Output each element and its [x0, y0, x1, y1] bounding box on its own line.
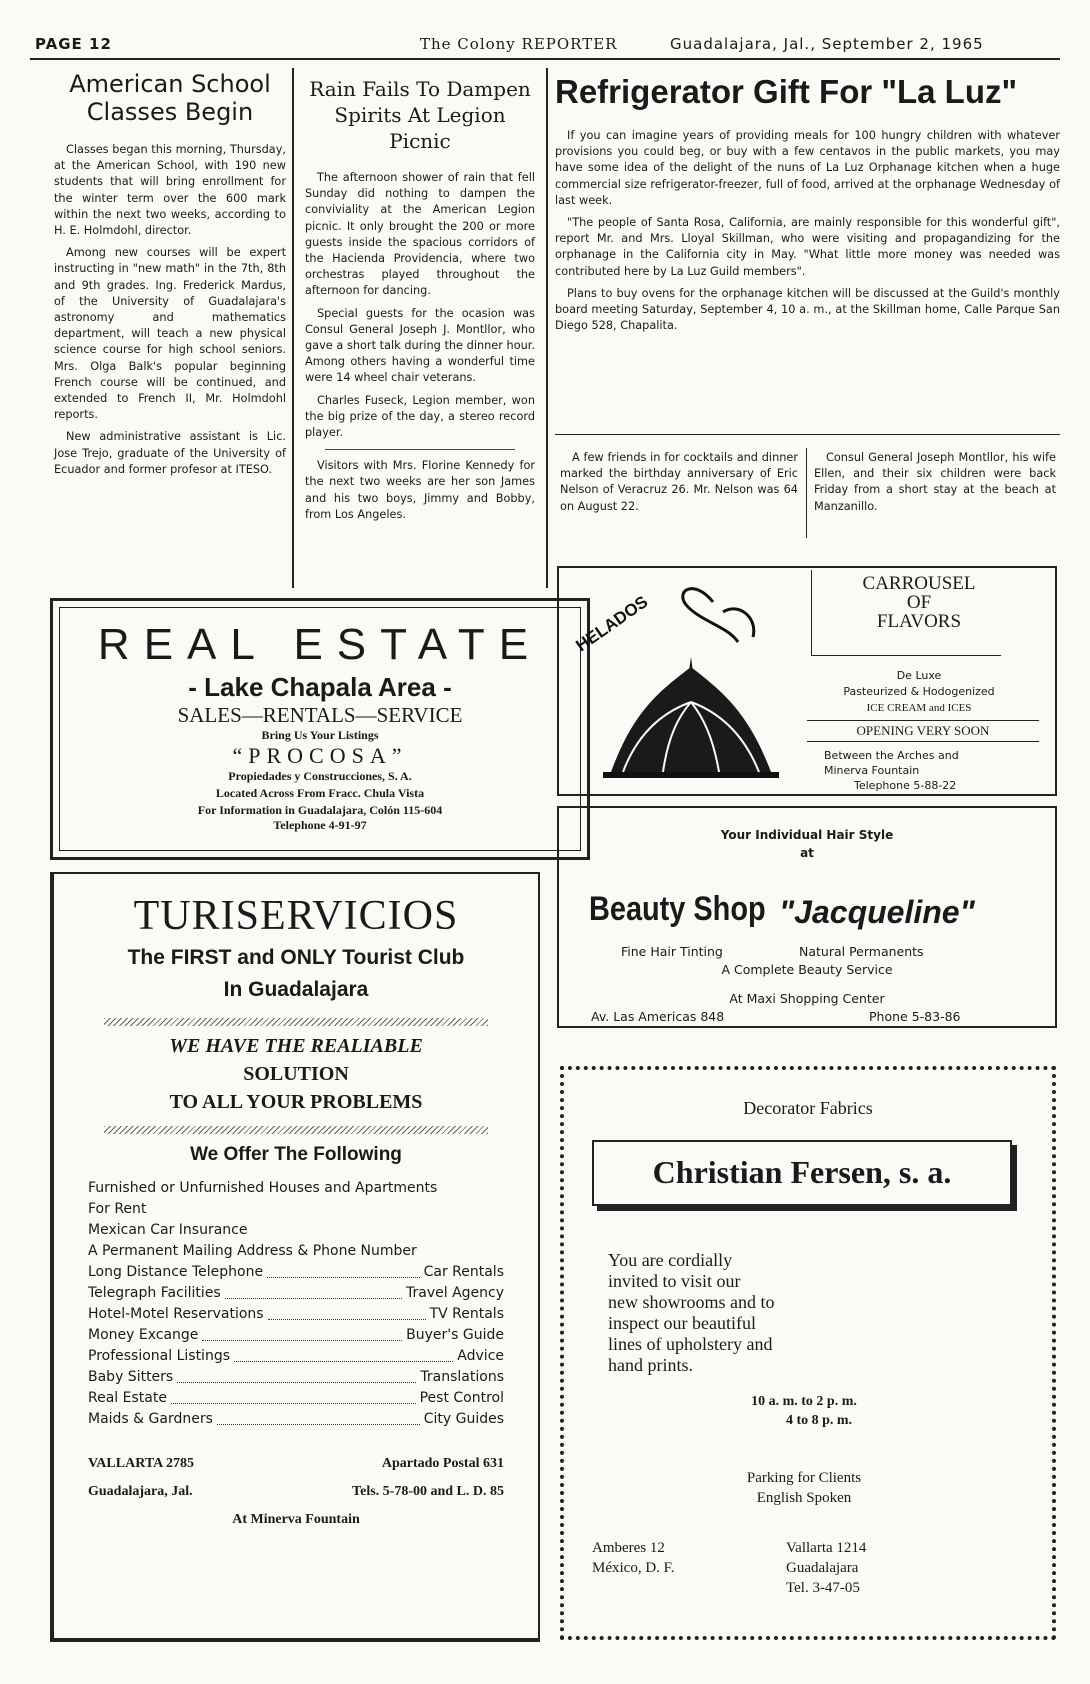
- ad-area: - Lake Chapala Area -: [188, 672, 452, 702]
- beauty-address: Av. Las Americas 848: [591, 1009, 725, 1024]
- article-body: Classes began this morning, Thursday, at the American School, with 190 new students that will bring enrollment for the winter term over the 600 mark within the next two weeks, according to H. E. Holmdohl, director. Among new courses will be expert instructing in "new math" in the 7th, 8th and 9th grades. Ing. Frederick Mardus, of the University of Guadalajara's astronomy and mathematics department, will teach a new physical science course for high school seniors. Mrs. Olga Balk's popular beginning French course will be continued, and extended to French II, Mr. Holmdohl reports. New administrative assistant is Lic. Jose Trejo, graduate of the University of Ecuador and former profesor at ITESO.: [54, 143, 286, 476]
- service-row: Maids & Gardners City Guides: [88, 1411, 504, 1427]
- beauty-service: A Complete Beauty Service: [721, 962, 893, 977]
- ad-title: REAL ESTATE: [97, 620, 543, 669]
- service-row: Money Excange Buyer's Guide: [88, 1327, 504, 1343]
- fersen-parking: Parking for Clients English Spoken: [746, 1470, 862, 1506]
- turis-slogan: WE HAVE THE REALIABLE SOLUTION TO ALL YOUR PROBLEMS: [169, 1035, 423, 1113]
- ad-info: For Information in Guadalajara, Colón 115-604: [197, 803, 443, 817]
- service-row: Real Estate Pest Control: [88, 1390, 504, 1406]
- beauty-name: Beauty Shop: [589, 890, 766, 928]
- article-legion-picnic: [305, 76, 535, 529]
- turis-sub: The FIRST and ONLY Tourist Club: [127, 946, 465, 969]
- dateline: Guadalajara, Jal., September 2, 1965: [670, 35, 984, 53]
- article-body: The afternoon shower of rain that fell Sunday did nothing to dampen the conviviality at the American Legion picnic. It only brought the 200 or more guests inside the spacious corridors of the Hacienda Providencia, where two orchestras played throughout the afternoon for dancing. Special guests for the ocasion was Consul General Joseph J. Montllor, who gave a short talk during the dinner hour. Among others having a wonderful time were 14 wheel chair veterans. Charles Fuseck, Legion member, won the big prize of the day, a stereo record player.: [305, 171, 535, 440]
- turis-sub: In Guadalajara: [223, 978, 369, 1001]
- turis-services: Furnished or Unfurnished Houses and Apartments For Rent Mexican Car Insurance A Permanent Mailing Address & Phone Number Long Distance Telephone Car Rentals Telegraph Facilities Travel Agency Hotel-Motel Reservations TV Rentals Money Excange Buyer's Guide Professional Listings Advice Baby Sitters Translations Real Estate Pest Control Maids & Gardners City Guides: [88, 1178, 504, 1430]
- column-rule: [806, 448, 807, 538]
- ad-company-sub: Propiedades y Construcciones, S. A.: [228, 769, 412, 783]
- header-rule: [30, 58, 1060, 60]
- headline: Refrigerator Gift For "La Luz": [555, 73, 1018, 110]
- beauty-service: Natural Permanents: [799, 944, 924, 959]
- carrousel-title: CARROUSEL OF FLAVORS: [862, 573, 976, 632]
- service-row: Telegraph Facilities Travel Agency: [88, 1285, 504, 1301]
- visitors-note: Visitors with Mrs. Florine Kennedy for the next two weeks are her son James and his two boys, Jimmy and Bobby, from Los Angeles.: [305, 459, 535, 521]
- divider: [555, 434, 1060, 435]
- service-row: Baby Sitters Translations: [88, 1369, 504, 1385]
- headline: American School Classes Begin: [69, 70, 271, 126]
- opening-soon: OPENING VERY SOON: [807, 720, 1039, 742]
- column-rule: [546, 68, 548, 588]
- jacqueline-name: "Jacqueline": [779, 894, 975, 930]
- article-consul: Consul General Joseph Montllor, his wife Ellen, and their six children were back Friday from a short stay at the beach at Manzanillo.: [814, 451, 1056, 513]
- beauty-location: At Maxi Shopping Center: [729, 991, 885, 1006]
- turis-offer: We Offer The Following: [190, 1144, 402, 1165]
- fersen-invite: You are cordially invited to visit our new showrooms and to inspect our beautiful lines of upholstery and hand prints.: [608, 1250, 775, 1375]
- turis-contact: Guadalajara, Jal. Tels. 5-78-00 and L. D. 85: [88, 1484, 504, 1499]
- beauty-phone: Phone 5-83-86: [869, 1009, 961, 1024]
- ice-cream-carousel-icon: [563, 572, 793, 792]
- fersen-label: Decorator Fabrics: [743, 1098, 873, 1118]
- article-body: If you can imagine years of providing meals for 100 hungry children with whatever provisions you could beg, or buy with a few centavos in the public markets, you may have some idea of the delight of the nuns of La Luz Orphanage kitchen when a huge commercial size refrigerator-freezer, full of food, arrived at the orphanage Wednesday of last week. "The people of Santa Rosa, California, are mainly responsible for this wonderful gift", report Mr. and Mrs. Lloyal Skillman, who were visiting and propagandizing for the orphanage in the California city in May. "What little more money was needed was contributed here by La Luz Guild members". Plans to buy ovens for the orphanage kitchen will be discussed at the Guild's monthly board meeting Saturday, September 4, 10 a. m., at the Skillman home, Calle Parque San Diego 528, Chapalita.: [555, 129, 1060, 333]
- carrousel-details: De Luxe Pasteurized & Hodogenized ICE CREAM and ICES: [843, 669, 995, 714]
- fersen-address-guadalajara: Vallarta 1214 Guadalajara Tel. 3-47-05: [786, 1540, 867, 1596]
- fersen-name: Christian Fersen, s. a.: [652, 1154, 952, 1190]
- ad-phone: Telephone 4-91-97: [273, 818, 367, 832]
- beauty-intro: Your Individual Hair Style at: [720, 828, 894, 860]
- headline: Rain Fails To Dampen Spirits At Legion Picnic: [309, 77, 531, 153]
- turis-address: VALLARTA 2785 Apartado Postal 631: [88, 1456, 504, 1471]
- service-row: Hotel-Motel Reservations TV Rentals: [88, 1306, 504, 1322]
- carrousel-location: Between the Arches and Minerva Fountain Telephone 5-88-22: [824, 749, 959, 792]
- ad-carrousel: [557, 566, 1057, 796]
- fersen-address-mexico: Amberes 12 México, D. F.: [592, 1540, 675, 1576]
- article-refrigerator: [555, 72, 1060, 340]
- helados-logo-text: HELADOS: [572, 592, 652, 656]
- article-american-school: [54, 70, 286, 484]
- service-row: Professional Listings Advice: [88, 1348, 504, 1364]
- service-row: Long Distance Telephone Car Rentals: [88, 1264, 504, 1280]
- ad-real-estate: [50, 598, 590, 860]
- beauty-service: Fine Hair Tinting: [621, 944, 723, 959]
- fersen-hours: 10 a. m. to 2 p. m. 4 to 8 p. m.: [751, 1394, 857, 1428]
- article-nelson: A few friends in for cocktails and dinner marked the birthday anniversary of Eric Nelson of Veracruz 26. Mr. Nelson was 64 on August 22.: [560, 451, 798, 513]
- ad-company: “PROCOSA”: [232, 743, 408, 768]
- newspaper-name: The Colony REPORTER: [420, 35, 618, 53]
- ad-christian-fersen: [560, 1066, 1056, 1640]
- turis-title: TURISERVICIOS: [133, 893, 459, 939]
- turis-location: At Minerva Fountain: [232, 1512, 360, 1527]
- ad-location: Located Across From Fracc. Chula Vista: [215, 786, 425, 800]
- page-number: PAGE 12: [35, 35, 112, 53]
- column-rule: [292, 68, 294, 588]
- ad-services: SALES—RENTALS—SERVICE: [177, 703, 463, 727]
- ad-beauty-shop: [557, 806, 1057, 1028]
- ad-turiservicios: [50, 872, 540, 1642]
- ad-listings: Bring Us Your Listings: [261, 728, 379, 742]
